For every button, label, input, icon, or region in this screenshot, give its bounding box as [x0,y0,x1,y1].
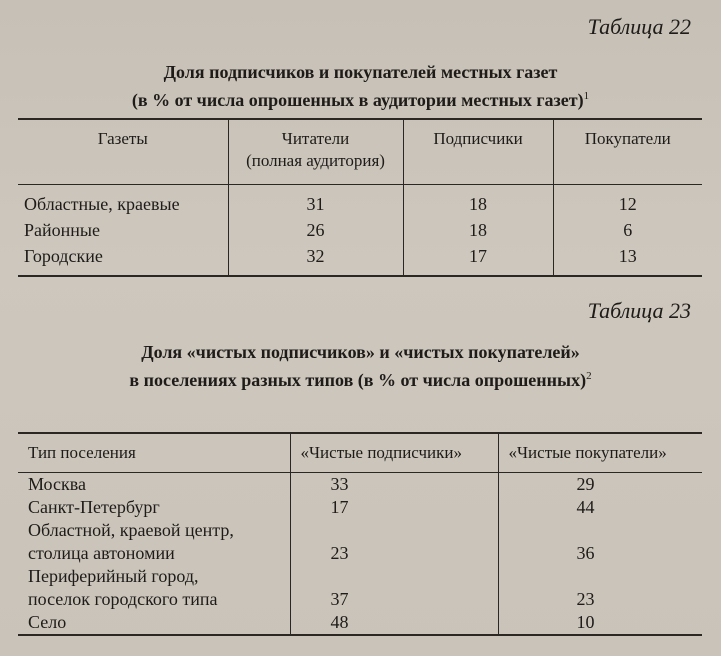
table23-title-line2: в поселениях разных типов (в % от числа опрошенных) [129,370,587,390]
table23-header-settlement: Тип поселения [18,433,290,473]
subscribers-cell: 17 [290,496,498,519]
subscribers-cell: 33 [290,473,498,497]
table-row [18,185,702,218]
buyers-cell: 29 [498,473,702,497]
table22-title-line2-wrap [0,84,721,112]
table22-header-readers [228,119,403,185]
row-label: Районные [18,217,228,243]
row-label-line: Село [28,612,67,632]
subscribers-cell: 37 [290,565,498,611]
subscribers-cell: 23 [290,519,498,565]
table22-header-readers-sub: (полная аудитория) [246,151,385,170]
table23-title-line1: Доля «чистых подписчиков» и «чистых покупателей» [141,342,580,362]
row-label [18,496,290,519]
table-row [18,473,702,497]
table23-header-row [18,433,702,473]
table-row [18,496,702,519]
table22-header-row [18,119,702,185]
buyers-cell: 23 [498,565,702,611]
row-label: Городские [18,243,228,276]
table23-footnote-mark: 2 [586,370,592,382]
subscribers-cell: 18 [403,185,553,218]
table23-title-line2-wrap [0,364,721,392]
table22-header-readers-label: Читатели [281,129,350,148]
table-row [18,565,702,611]
row-label-line: столица автономии [28,543,175,563]
buyers-cell: 6 [553,217,702,243]
table22-header-newspapers: Газеты [18,119,228,185]
row-label [18,611,290,635]
table23-caption: Таблица 23 [587,298,691,323]
table22-footnote-mark: 1 [583,90,590,102]
buyers-cell: 12 [553,185,702,218]
table23-header-subscribers: «Чистые подписчики» [290,433,498,473]
row-label [18,519,290,565]
row-label-line: Москва [28,474,86,494]
table23-header-buyers: «Чистые покупатели» [498,433,702,473]
row-label [18,473,290,497]
table-row [18,217,702,243]
readers-cell: 32 [228,243,403,276]
table-row [18,519,702,565]
row-label-line: Периферийный город, [28,566,199,586]
table22-title [0,60,721,112]
table-row [18,243,702,276]
subscribers-cell: 18 [403,217,553,243]
table22-header-buyers: Покупатели [553,119,702,185]
row-label-line: Санкт-Петербург [28,497,160,517]
table-row [18,611,702,635]
subscribers-cell: 48 [290,611,498,635]
readers-cell: 26 [228,217,403,243]
row-label-line: Областной, краевой центр, [28,520,234,540]
table22-title-line1: Доля подписчиков и покупателей местных газет [163,62,558,82]
readers-cell: 31 [228,185,403,218]
buyers-cell: 10 [498,611,702,635]
buyers-cell: 36 [498,519,702,565]
row-label: Областные, краевые [18,185,228,218]
row-label [18,565,290,611]
table22-header-subscribers: Подписчики [403,119,553,185]
table22 [18,118,702,277]
row-label-line: поселок городского типа [28,589,218,609]
buyers-cell: 44 [498,496,702,519]
subscribers-cell: 17 [403,243,553,276]
table22-title-line2: (в % от числа опрошенных в аудитории местных газет) [131,90,584,110]
table23 [18,432,702,636]
buyers-cell: 13 [553,243,702,276]
table23-title [0,340,721,392]
table22-caption: Таблица 22 [587,14,691,39]
